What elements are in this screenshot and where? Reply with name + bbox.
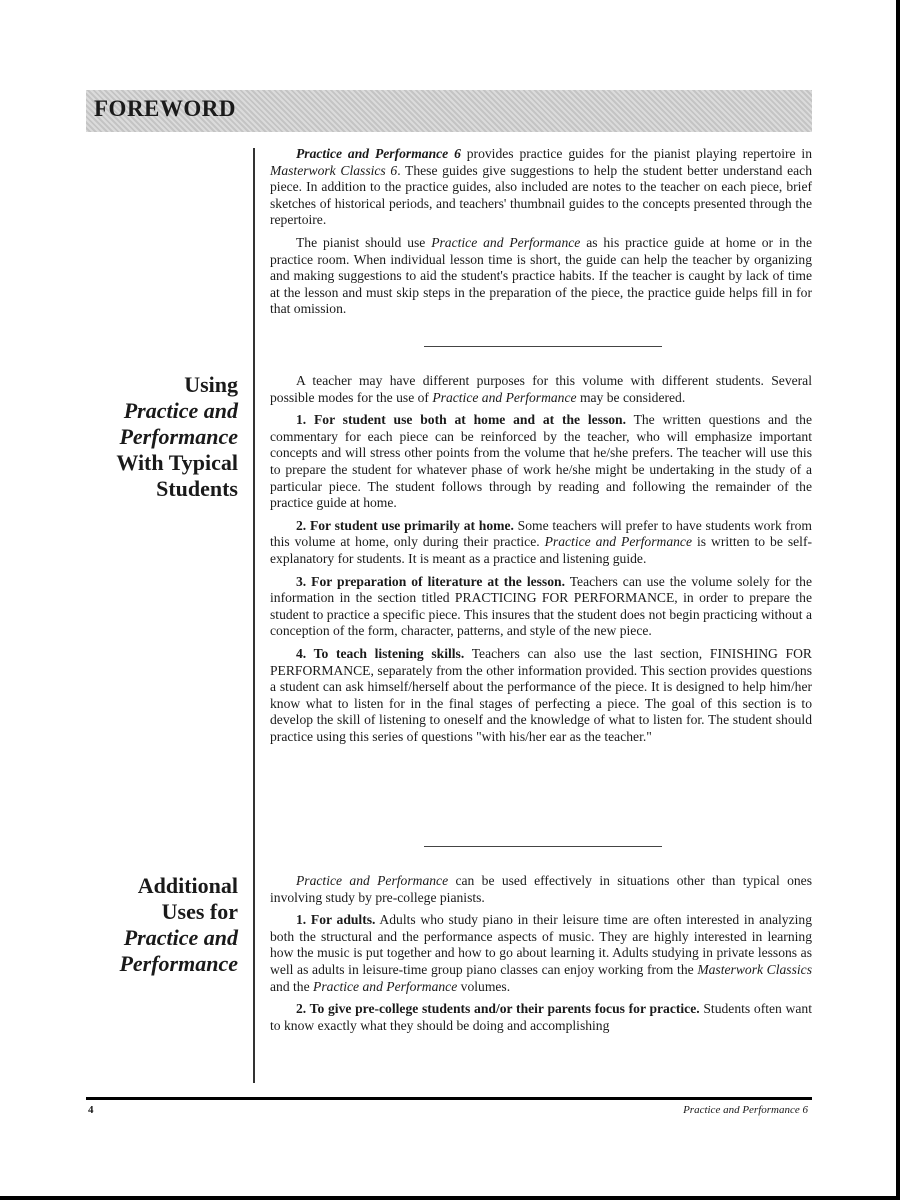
list-item: 2. To give pre-college students and/or their parents focus for practice. Students often want to know exactly what they should be doing and accomplishing xyxy=(270,1001,812,1033)
section-heading-additional: Additional Uses for Practice and Performance xyxy=(119,873,238,976)
page-title: FOREWORD xyxy=(94,96,236,121)
footer-rule xyxy=(86,1097,812,1100)
intro-section xyxy=(270,146,812,324)
intro-paragraph-1: Practice and Performance 6 provides practice guides for the pianist playing repertoire in Masterwork Classics 6. These guides give suggestions to help the student better understand each piece. In addition to the practice guides, also included are notes to the teacher on each piece, brief sketches of historical periods, and teachers' thumbnail guides to the concepts presented through the repertoire. xyxy=(270,146,812,228)
list-item: 4. To teach listening skills. Teachers can also use the last section, FINISHING FOR PERFORMANCE, separately from the other information provided. This section provides questions a student can ask himself/herself about the performance of the piece. It is designed to help him/her know what to listen for in the final stages of perfecting a piece. The goal of this section is to develop the skill of listening to oneself and the knowledge of what to listen for. The student should practice using this series of questions "with his/her ear as the teacher." xyxy=(270,645,813,744)
list-item: 1. For adults. Adults who study piano in their leisure time are often interested in analyzing both the structural and the performance aspects of music. They are highly interested in learning how the music is put together and how to go about learning it. Adults studying in private lessons as well as adults in leisure-time group piano classes can enjoy working from the Masterwork Classics and the Practice and Performance volumes. xyxy=(270,912,812,994)
section-intro-paragraph: A teacher may have different purposes for this volume with different students. Several possible modes for the use of Practice and Performance may be considered. xyxy=(270,373,812,405)
list-item: 1. For student use both at home and at the lesson. The written questions and the commentary for each piece can be reinforced by the teacher, who will emphasize important concepts and will stress other points from the volume that he/she prefers. The teacher will use this to prepare the student for whatever phase of work he/she might be undertaking in the study of a particular piece. The student follows through by reading and following the remainder of the practice guide at home. xyxy=(270,412,812,511)
section-intro-paragraph: Practice and Performance can be used effectively in situations other than typical ones involving study by pre-college pianists. xyxy=(270,873,812,905)
intro-paragraph-2: The pianist should use Practice and Performance as his practice guide at home or in the practice room. When individual lesson time is short, the guide can help the teacher by organizing and making suggestions to aid the student's practice habits. If the teacher is caught by lack of time at the lesson and must skip steps in the preparation of the piece, the practice guide helps fill in for that omission. xyxy=(270,234,812,317)
foreword-banner xyxy=(86,90,812,132)
section-separator xyxy=(424,346,662,347)
running-footer-title: Practice and Performance 6 xyxy=(683,1104,808,1116)
section-heading-using: Using Practice and Performance With Typical Students xyxy=(116,372,238,501)
section-using-body xyxy=(270,373,812,751)
section-separator xyxy=(424,846,662,847)
page-number: 4 xyxy=(88,1104,94,1116)
list-item: 2. For student use primarily at home. Some teachers will prefer to have students work from this volume at home, only during their practice. Practice and Performance is written to be self-explanatory for students. It is meant as a practice and listening guide. xyxy=(270,517,812,566)
section-additional-body xyxy=(270,873,812,1040)
list-item: 3. For preparation of literature at the lesson. Teachers can use the volume solely for the information in the section titled PRACTICING FOR PERFORMANCE, in order to prepare the student to practice a specific piece. This insures that the student does not begin practicing without a conception of the form, character, patterns, and style of the new piece. xyxy=(270,573,812,639)
column-divider xyxy=(253,148,255,1083)
